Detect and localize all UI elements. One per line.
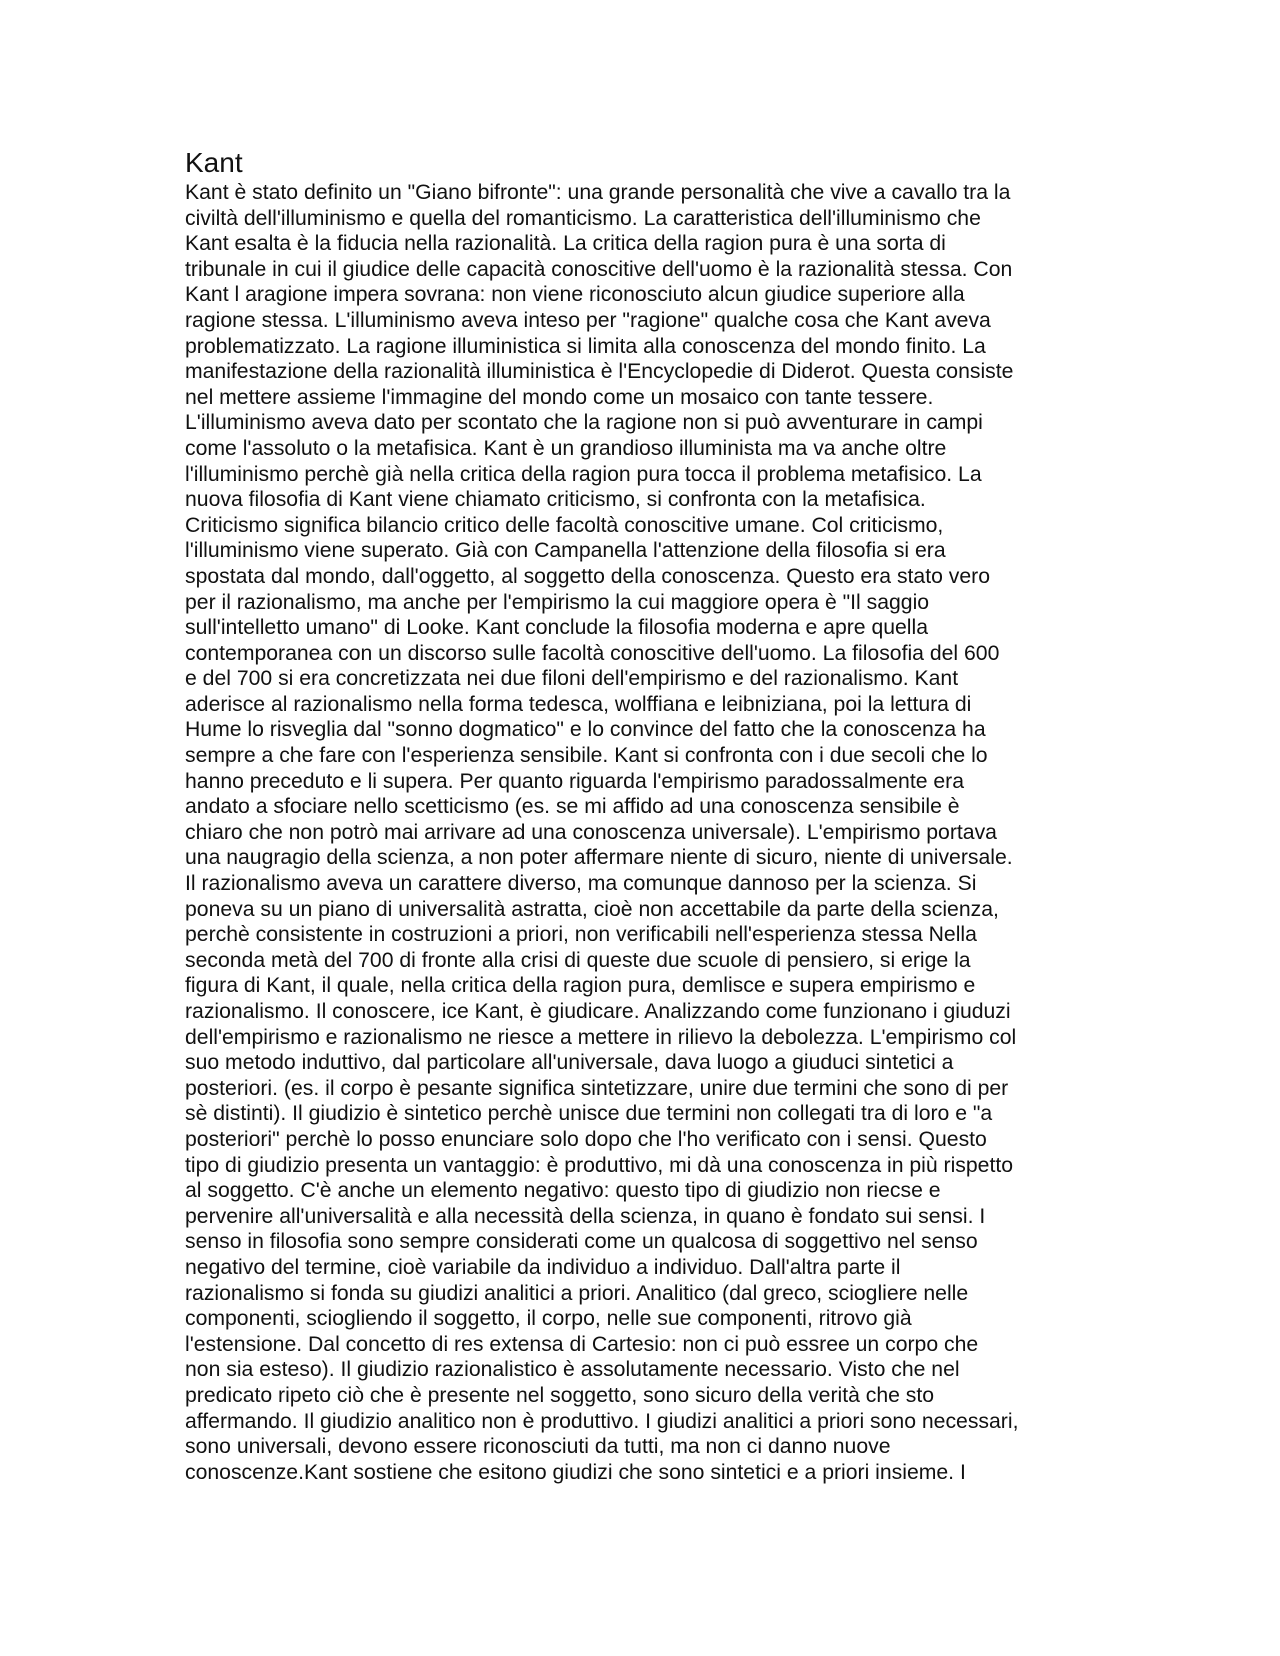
document-body <box>185 180 1095 1485</box>
text-line: conoscenze.Kant sostiene che esitono giudizi che sono sintetici e a priori insieme. I <box>185 1460 966 1484</box>
text-line: manifestazione della razionalità illuministica è l'Encyclopedie di Diderot. Questa consiste <box>185 360 1014 384</box>
text-line: hanno preceduto e li supera. Per quanto riguarda l'empirismo paradossalmente era <box>185 769 965 793</box>
text-line: poneva su un piano di universalità astratta, cioè non accettabile da parte della scienza, <box>185 897 999 921</box>
text-line: Kant l aragione impera sovrana: non viene riconosciuto alcun giudice superiore alla <box>185 283 965 307</box>
text-line: nuova filosofia di Kant viene chiamato criticismo, si confronta con la metafisica. <box>185 488 926 512</box>
text-line: una naugragio della scienza, a non poter affermare niente di sicuro, niente di universale. <box>185 846 1013 870</box>
text-line: razionalismo. Il conoscere, ice Kant, è giudicare. Analizzando come funzionano i giuduzi <box>185 1000 1011 1023</box>
text-line: L'illuminismo aveva dato per scontato che la ragione non si può avventurare in campi <box>185 411 983 435</box>
text-line: tribunale in cui il giudice delle capacità conoscitive dell'uomo è la razionalità stessa. Con <box>185 257 1013 281</box>
text-line: l'estensione. Dal concetto di res extensa di Cartesio: non ci può essree un corpo che <box>185 1332 979 1356</box>
text-line: spostata dal mondo, dall'oggetto, al soggetto della conoscenza. Questo era stato vero <box>185 564 990 588</box>
text-line: l'illuminismo viene superato. Già con Campanella l'attenzione della filosofia si era <box>185 539 946 563</box>
text-line: Kant è stato definito un "Giano bifronte": una grande personalità che vive a cavallo tra la <box>185 181 1011 204</box>
text-line: perchè consistente in costruzioni a priori, non verificabili nell'esperienza stessa Nella <box>185 923 977 947</box>
text-line: civiltà dell'illuminismo e quella del romanticismo. La caratteristica dell'illuminismo che <box>185 206 981 230</box>
text-line: Criticismo significa bilancio critico delle facoltà conoscitive umane. Col criticismo, <box>185 513 944 537</box>
text-line: non sia esteso). Il giudizio razionalistico è assolutamente necessario. Visto che nel <box>185 1358 960 1382</box>
text-line: come l'assoluto o la metafisica. Kant è un grandioso illuminista ma va anche oltre <box>185 436 947 460</box>
text-line: per il razionalismo, ma anche per l'empirismo la cui maggiore opera è "Il saggio <box>185 590 930 614</box>
text-line: sull'intelletto umano" di Looke. Kant conclude la filosofia moderna e apre quella <box>185 616 929 640</box>
text-line: l'illuminismo perchè già nella critica della ragion pura tocca il problema metafisico. La <box>185 462 982 486</box>
text-line: sempre a che fare con l'esperienza sensibile. Kant si confronta con i due secoli che lo <box>185 744 988 768</box>
text-line: affermando. Il giudizio analitico non è produttivo. I giudizi analitici a priori sono necessari, <box>185 1409 1019 1433</box>
text-line: Il razionalismo aveva un carattere diverso, ma comunque dannoso per la scienza. Si <box>185 872 977 896</box>
text-line: chiaro che non potrò mai arrivare ad una conoscenza universale). L'empirismo portava <box>185 820 997 844</box>
text-line: e del 700 si era concretizzata nei due filoni dell'empirismo e del razionalismo. Kant <box>185 667 959 691</box>
text-line: contemporanea con un discorso sulle facoltà conoscitive dell'uomo. La filosofia del 600 <box>185 641 1000 665</box>
text-line: problematizzato. La ragione illuministica si limita alla conoscenza del mondo finito. La <box>185 334 986 358</box>
text-line: predicato ripeto ciò che è presente nel soggetto, sono sicuro della verità che sto <box>185 1383 935 1407</box>
text-line: negativo del termine, cioè variabile da individuo a individuo. Dall'altra parte il <box>185 1255 901 1279</box>
text-line: razionalismo si fonda su giudizi analitici a priori. Analitico (dal greco, sciogliere nelle <box>185 1281 969 1305</box>
text-line: tipo di giudizio presenta un vantaggio: è produttivo, mi dà una conoscenza in più rispetto <box>185 1153 1014 1177</box>
text-line: Kant esalta è la fiducia nella razionalità. La critica della ragion pura è una sorta di <box>185 232 946 256</box>
text-line: posteriori. (es. il corpo è pesante significa sintetizzare, unire due termini che sono di per <box>185 1076 1009 1100</box>
text-line: posteriori" perchè lo posso enunciare solo dopo che l'ho verificato con i sensi. Questo <box>185 1127 987 1151</box>
document-page <box>185 146 1095 1485</box>
text-line: sè distinti). Il giudizio è sintetico perchè unisce due termini non collegati tra di loro e "a <box>185 1102 993 1126</box>
text-line: ragione stessa. L'illuminismo aveva inteso per "ragione" qualche cosa che Kant aveva <box>185 308 991 332</box>
text-line: pervenire all'universalità e alla necessità della scienza, in quano è fondato sui sensi. I <box>185 1204 986 1228</box>
text-line: suo metodo induttivo, dal particolare all'universale, dava luogo a giuduci sintetici a <box>185 1051 954 1075</box>
document-title: Kant <box>185 147 243 178</box>
text-line: al soggetto. C'è anche un elemento negativo: questo tipo di giudizio non riecse e <box>185 1179 941 1203</box>
text-line: Hume lo risveglia dal "sonno dogmatico" e lo convince del fatto che la conoscenza ha <box>185 718 986 742</box>
text-line: componenti, sciogliendo il soggetto, il corpo, nelle sue componenti, ritrovo già <box>185 1307 912 1331</box>
text-line: figura di Kant, il quale, nella critica della ragion pura, demlisce e supera empirismo e <box>185 974 976 998</box>
text-line: nel mettere assieme l'immagine del mondo come un mosaico con tante tessere. <box>185 385 934 409</box>
text-line: andato a sfociare nello scetticismo (es. se mi affido ad una conoscenza sensibile è <box>185 795 960 819</box>
text-line: seconda metà del 700 di fronte alla crisi di queste due scuole di pensiero, si erige la <box>185 948 971 972</box>
text-line: aderisce al razionalismo nella forma tedesca, wolffiana e leibniziana, poi la lettura di <box>185 692 972 716</box>
text-line: sono universali, devono essere riconosciuti da tutti, ma non ci danno nuove <box>185 1435 891 1459</box>
text-line: senso in filosofia sono sempre considerati come un qualcosa di soggettivo nel senso <box>185 1230 978 1254</box>
text-line: dell'empirismo e razionalismo ne riesce a mettere in rilievo la debolezza. L'empirismo col <box>185 1025 1017 1049</box>
